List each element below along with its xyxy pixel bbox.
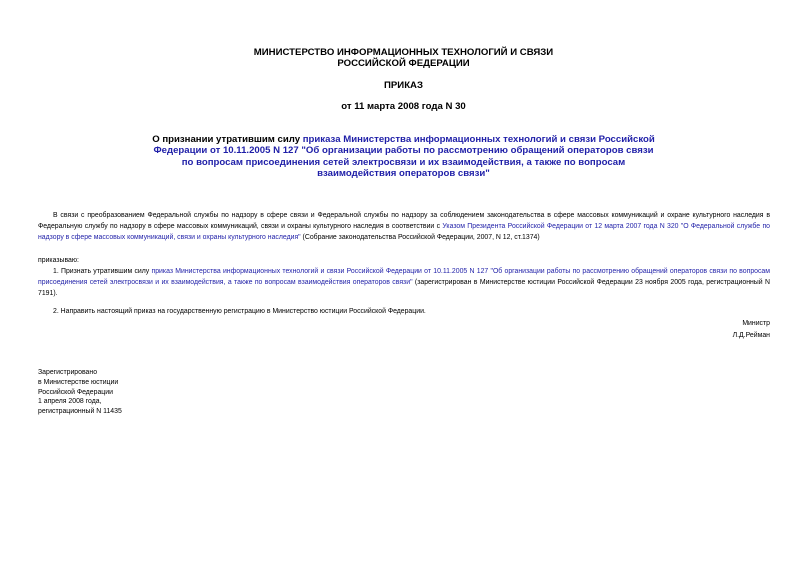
title-link[interactable]: приказа Министерства информационных технологий и связи Российской Федерации от 10.11.2005 N 127 "Об организации работы по рассмотрению обращений операторов связи по вопросам присоединения сетей электросвязи и их взаимодействия, а также по вопросам взаимодействия операторов связи" [153, 134, 655, 180]
registration-line-1: Зарегистрировано [38, 369, 98, 376]
preamble-text-after: (Собрание законодательства Российской Федерации, 2007, N 12, ст.1374) [300, 234, 540, 242]
registration-block [38, 368, 122, 417]
title-prefix: О признании утратившим силу [152, 134, 303, 145]
registration-line-3: Российской Федерации [38, 388, 113, 396]
item1-text-after: (зарегистрирован в Министерстве юстиции Российской Федерации 23 ноября 2005 года, регистрационный N 7191). [38, 279, 770, 298]
order-item-1 [38, 266, 770, 300]
order-item-2: 2. Направить настоящий приказ на государственную регистрацию в Министерство юстиции Российской Федерации. [53, 308, 426, 315]
ministry-line-1: МИНИСТЕРСТВО ИНФОРМАЦИОННЫХ ТЕХНОЛОГИЙ И СВЯЗИ [253, 47, 554, 58]
signature-block [733, 318, 770, 342]
order-word: приказываю: [38, 257, 79, 264]
signature-position: Министр [742, 320, 770, 327]
presidential-decree-link[interactable]: Указом Президента Российской Федерации от 12 марта 2007 года N 320 "О Федеральной службе по надзору в сфере массовых коммуникаций, связи и охраны культурного наследия" [38, 223, 771, 242]
item1-text-before: 1. Признать утратившим силу [53, 268, 152, 275]
doc-type: ПРИКАЗ [384, 80, 423, 91]
registration-line-4: 1 апреля 2008 года, [38, 398, 102, 406]
preamble-text-before: В связи с преобразованием Федеральной службы по надзору в сфере связи и Федеральной службы по надзору за соблюдением законодательства в сфере массовых коммуникаций и охране культурного наследия в Федеральную службу по надзору в сфере массовых коммуникаций, связи и охраны культурного наследия в соответствии с [38, 212, 770, 231]
ministry-name [150, 47, 657, 69]
ministry-line-2: РОССИЙСКОЙ ФЕДЕРАЦИИ [337, 58, 470, 69]
registration-line-5: регистрационный N 11435 [38, 408, 122, 416]
doc-title [150, 134, 657, 180]
revoked-order-link[interactable]: приказ Министерства информационных технологий и связи Российской Федерации от 10.11.2005 N 127 "Об организации работы по рассмотрению обращений операторов связи по вопросам присоединения сетей электросвязи и их взаимодействия, а также по вопросам взаимодействия операторов связи" [38, 268, 770, 287]
signature-name: Л.Д.Рейман [732, 332, 770, 339]
preamble-paragraph [38, 210, 770, 244]
registration-line-2: в Министерстве юстиции [38, 378, 119, 386]
doc-date-number: от 11 марта 2008 года N 30 [341, 101, 466, 112]
